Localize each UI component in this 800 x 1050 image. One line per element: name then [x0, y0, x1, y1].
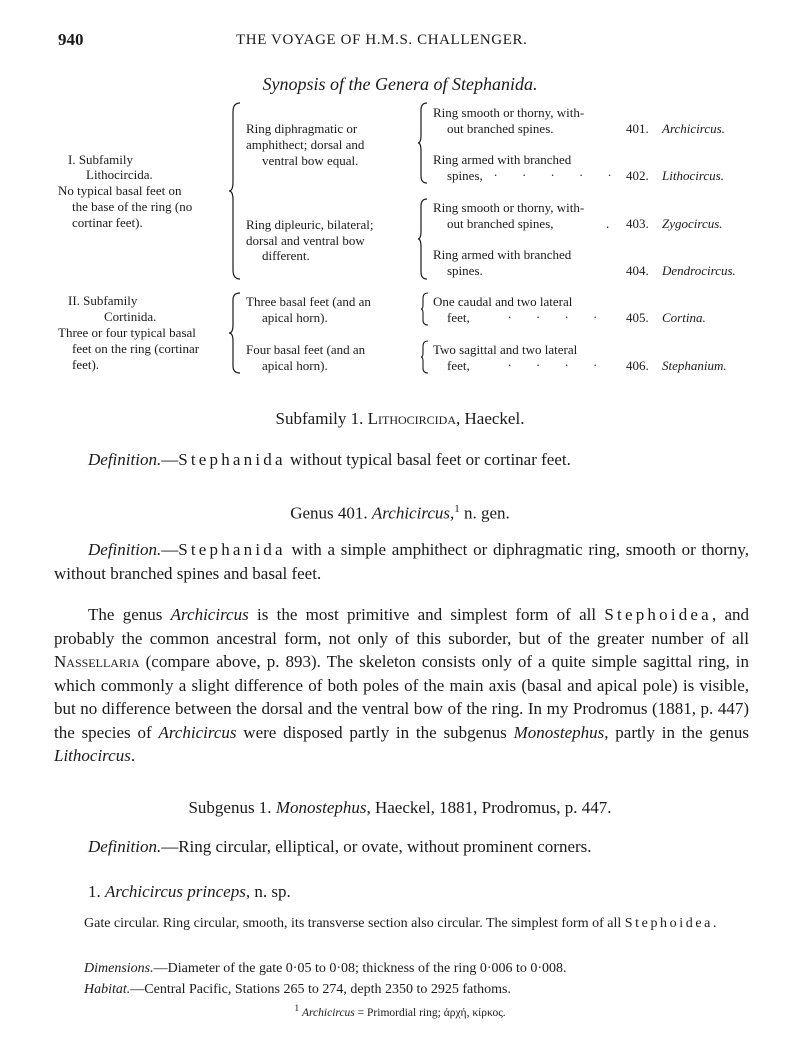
g2-desc-line: different.: [262, 248, 310, 263]
subfamily-prefix: Subfamily 1.: [275, 409, 364, 428]
definition-text: Ring circular, elliptical, or ovate, without prominent corners.: [178, 837, 592, 856]
spaced-term: Stephoidea: [624, 916, 713, 931]
genus-name-404: Dendrocircus.: [662, 263, 736, 278]
row405-desc: Three basal feet (and an: [246, 294, 371, 309]
sub1-line: cortinar feet).: [72, 215, 143, 230]
definition-label: Definition.: [88, 540, 162, 559]
footnote-term: Archicircus: [301, 1006, 355, 1019]
opt404-line: Ring armed with branched: [433, 247, 572, 262]
dimensions-label: Dimensions.: [84, 961, 154, 976]
g1-desc-text: Ring diphragmatic or: [246, 121, 358, 136]
genus-num-406: 406.: [626, 358, 649, 373]
opt401-line: out branched spines.: [447, 121, 554, 136]
sub2-line: Cortinida.: [104, 309, 157, 324]
genus-num-405: 405.: [626, 310, 649, 325]
row406-desc: Four basal feet (and an: [246, 342, 366, 357]
dimensions-text: —Diameter of the gate 0·05 to 0·08; thickness of the ring 0·006 to 0·008.: [153, 961, 567, 976]
species-rest: , n. sp.: [245, 882, 291, 901]
genus-name-402: Lithocircus.: [662, 168, 724, 183]
row405-desc: apical horn).: [262, 310, 328, 325]
smallcaps-term: Nassellaria: [54, 652, 140, 671]
footnote-text: = Primordial ring; ἀρχή, κίρκος.: [354, 1006, 506, 1019]
genus-name-401: Archicircus.: [662, 121, 725, 136]
genus-name-403: Zygocircus.: [662, 216, 723, 231]
species-name: Archicircus princeps: [105, 882, 246, 901]
genus-name-406: Stephanium.: [662, 358, 727, 373]
brace-405: [420, 292, 430, 326]
opt401-line: Ring smooth or thorny, with-: [433, 105, 585, 120]
definition-subfamily: [54, 448, 749, 472]
species-number: 1.: [88, 882, 101, 901]
genus-heading: [0, 503, 800, 524]
leader-dots: . . . .: [508, 306, 608, 321]
genus-ref: Archicircus: [170, 605, 249, 624]
brace-sub1: [228, 102, 242, 280]
dash: —: [161, 450, 179, 469]
sub1-line: Lithocircida.: [86, 167, 153, 182]
running-title: THE VOYAGE OF H.M.S. CHALLENGER.: [236, 32, 528, 48]
genus-ref: Lithocircus: [54, 746, 131, 765]
sub1-line: the base of the ring (no: [72, 199, 193, 214]
opt402-line: spines,: [447, 168, 483, 183]
definition-label: Definition.: [88, 837, 162, 856]
spaced-term: Stephoidea: [604, 605, 712, 624]
row405-opt: feet,: [447, 310, 470, 325]
subgenus-prefix: Subgenus 1.: [188, 798, 272, 817]
spaced-term: Stephanida: [178, 540, 286, 559]
g1-desc-line: ventral bow equal.: [262, 153, 359, 168]
footnote-mark: 1: [294, 1003, 300, 1014]
sub2-line: Three or four typical basal: [58, 325, 196, 340]
brace-g2: [417, 198, 429, 280]
opt403-line: Ring smooth or thorny, with-: [433, 200, 585, 215]
species-description: Gate circular. Ring circular, smooth, its transverse section also circular. The simplest form of all Stephoidea.: [84, 916, 717, 931]
brace-sub2: [228, 292, 242, 374]
opt403-line: out branched spines,: [447, 216, 554, 231]
subgenus-ref: Monostephus: [513, 722, 605, 742]
dash: —: [161, 540, 179, 559]
definition-subgenus: [54, 835, 749, 859]
sub2-line: feet on the ring (cortinar: [72, 341, 200, 356]
subgenus-rest: , Haeckel, 1881, Prodromus, p. 447.: [366, 798, 612, 817]
definition-text: with a simple amphithect or diphragmatic ring, smooth or thorny, without branched spines and basal feet.: [54, 540, 749, 583]
row406-desc: apical horn).: [262, 358, 328, 373]
genus-ref: Archicircus: [158, 722, 237, 742]
definition-genus: [54, 538, 749, 585]
genus-name: Archicircus,: [371, 503, 455, 523]
body-paragraph: The genus Archicircus is the most primitive and simplest form of all Stephoidea, and probably the common ancestral form, not only of this suborder, but of the greater number of all Nassellaria (compare above, p. 893). The skeleton consists only of a quite simple sagittal ring, in which commonly a slight difference of both poles of the main axis (basal and apical pole) is visible, but no difference between the dorsal and the ventral bow of the ring. In my Prodromus (1881, p. 447) the species of Archicircus were disposed partly in the subgenus Monostephus, partly in the genus Lithocircus.: [54, 605, 750, 765]
sub2-line: II. Subfamily: [68, 293, 138, 308]
brace-406: [420, 340, 430, 374]
row406-opt: feet,: [447, 358, 470, 373]
subgenus-name: Monostephus: [275, 798, 367, 817]
synopsis-title: Synopsis of the Genera of Stephanida.: [262, 74, 538, 94]
opt402-line: Ring armed with branched: [433, 152, 572, 167]
g2-desc-line: dorsal and ventral bow: [246, 233, 365, 248]
row405-opt: One caudal and two lateral: [433, 294, 573, 309]
definition-text: without typical basal feet or cortinar feet.: [285, 450, 571, 469]
species-heading: [54, 880, 749, 904]
definition-label: Definition.: [88, 450, 162, 469]
sub1-line: I. Subfamily: [68, 152, 133, 167]
g1-desc-line: [246, 121, 414, 137]
sub1-line: No typical basal feet on: [58, 183, 182, 198]
genus-rest: n. gen.: [459, 503, 510, 523]
opt404-line: spines.: [447, 263, 483, 278]
leader-dots: . . . . .: [494, 164, 623, 179]
leader-dots: . . . .: [508, 354, 608, 369]
habitat-label: Habitat.: [84, 982, 131, 997]
subfamily-heading: [0, 409, 800, 429]
footnote: [0, 1003, 800, 1019]
page-number: 940: [58, 30, 84, 49]
subfamily-author: , Haeckel.: [456, 409, 525, 428]
genus-name-405: Cortina.: [662, 310, 706, 325]
sub2-line: feet).: [72, 357, 100, 372]
g2-desc-line: Ring dipleuric, bilateral;: [246, 217, 374, 232]
subgenus-heading: [0, 798, 800, 818]
genus-num-402: 402.: [626, 168, 649, 183]
row406-opt: Two sagittal and two lateral: [433, 342, 578, 357]
dimensions-line: [54, 959, 749, 978]
spaced-term: Stephanida: [178, 450, 286, 469]
genus-num-404: 404.: [626, 263, 649, 278]
footnote-mark: 1: [454, 503, 460, 515]
genus-num-403: 403.: [626, 216, 649, 231]
genus-num-401: 401.: [626, 121, 649, 136]
brace-g1: [417, 102, 429, 184]
habitat-line: [54, 980, 749, 999]
habitat-text: —Central Pacific, Stations 265 to 274, depth 2350 to 2925 fathoms.: [130, 982, 511, 997]
dash: —: [161, 837, 179, 856]
subfamily-name: Lithocircida: [367, 409, 457, 428]
genus-prefix: Genus 401.: [290, 503, 368, 523]
leader-dot: .: [606, 216, 610, 231]
g1-desc-line: amphithect; dorsal and: [246, 137, 365, 152]
